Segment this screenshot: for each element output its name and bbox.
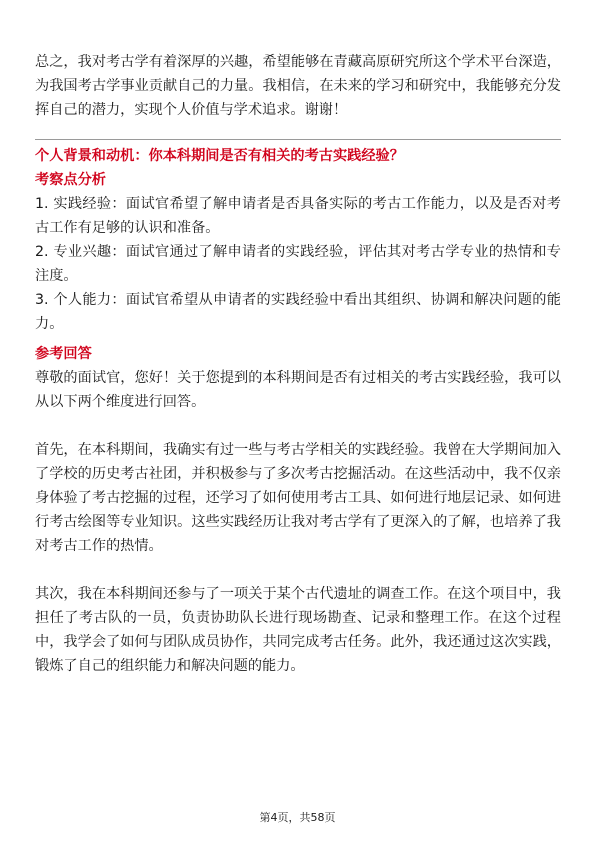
analysis-item: 1. 实践经验：面试官希望了解申请者是否具备实际的考古工作能力，以及是否对考古工作有足够的认识和准备。 [35,196,561,236]
analysis-item: 2. 专业兴趣：面试官通过了解申请者的实践经验，评估其对考古学专业的热情和专注度。 [35,244,561,284]
answer-paragraph: 其次，我在本科期间还参与了一项关于某个古代遗址的调查工作。在这个项目中，我担任了考古队的一员，负责协助队长进行现场勘查、记录和整理工作。在这个过程中，我学会了如何与团队成员协作，共同完成考古任务。此外，我还通过这次实践，锻炼了自己的组织能力和解决问题的能力。 [35,586,561,674]
answer-title: 参考回答 [35,346,92,362]
answer-paragraph: 首先，在本科期间，我确实有过一些与考古学相关的实践经验。我曾在大学期间加入了学校的历史考古社团，并积极参与了多次考古挖掘活动。在这些活动中，我不仅亲身体验了考古挖掘的过程，还学习了如何使用考古工具、如何进行地层记录、如何进行考古绘图等专业知识。这些实践经历让我对考古学有了更深入的了解，也培养了我对考古工作的热情。 [35,442,561,554]
answer-paragraph: 尊敬的面试官，您好！关于您提到的本科期间是否有过相关的考古实践经验，我可以从以下两个维度进行回答。 [35,370,561,410]
page-footer: 第4页，共58页 [259,811,336,824]
intro-paragraph: 总之，我对考古学有着深厚的兴趣，希望能够在青藏高原研究所这个学术平台深造，为我国考古学事业贡献自己的力量。我相信，在未来的学习和研究中，我能够充分发挥自己的潜力，实现个人价值与学术追求。谢谢！ [35,54,561,118]
section-divider [35,139,561,140]
question-heading: 个人背景和动机：你本科期间是否有相关的考古实践经验？ [35,148,404,164]
page-content [35,50,561,678]
analysis-item: 3. 个人能力：面试官希望从申请者的实践经验中看出其组织、协调和解决问题的能力。 [35,292,561,332]
analysis-title: 考察点分析 [35,172,106,188]
spacer [35,414,561,438]
spacer [35,558,561,582]
